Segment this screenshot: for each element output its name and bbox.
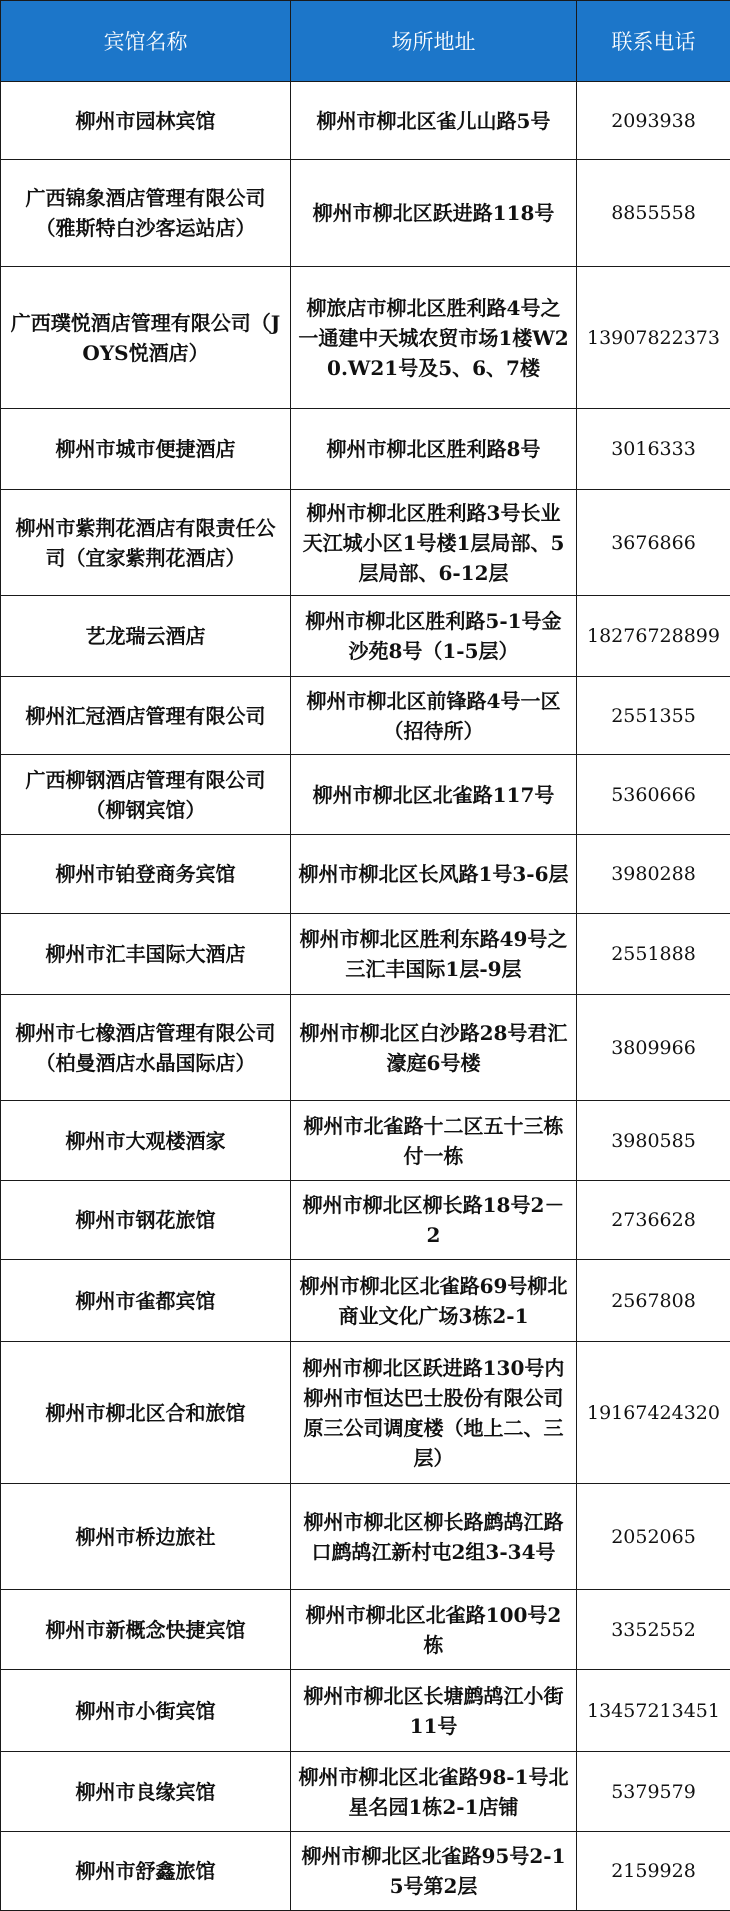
phone-cell: 2567808 [577, 1260, 730, 1342]
phone-cell: 3676866 [577, 490, 730, 596]
hotel-name-cell: 柳州市雀都宾馆 [1, 1260, 291, 1342]
table-row [1, 835, 730, 914]
hotel-name-cell: 柳州市铂登商务宾馆 [1, 835, 291, 914]
phone-cell: 13457213451 [577, 1670, 730, 1752]
hotel-name-cell: 柳州市桥边旅社 [1, 1484, 291, 1590]
address-cell: 柳州市柳北区胜利东路49号之三汇丰国际1层-9层 [291, 914, 577, 995]
phone-cell: 2551888 [577, 914, 730, 995]
address-cell: 柳州市柳北区胜利路8号 [291, 409, 577, 490]
phone-cell: 3980585 [577, 1101, 730, 1181]
table-row [1, 1260, 730, 1342]
table-row [1, 1832, 730, 1911]
table-row [1, 677, 730, 755]
table-row [1, 267, 730, 409]
phone-cell: 2052065 [577, 1484, 730, 1590]
table-row [1, 160, 730, 267]
phone-cell: 5360666 [577, 755, 730, 835]
phone-cell: 2093938 [577, 82, 730, 160]
header-address: 场所地址 [291, 1, 577, 82]
header-hotel-name: 宾馆名称 [1, 1, 291, 82]
address-cell: 柳州市柳北区长风路1号3-6层 [291, 835, 577, 914]
hotel-name-cell: 广西锦象酒店管理有限公司（雅斯特白沙客运站店） [1, 160, 291, 267]
table-row [1, 1101, 730, 1181]
address-cell: 柳州市柳北区胜利路3号长业天江城小区1号楼1层局部、5层局部、6-12层 [291, 490, 577, 596]
table-row [1, 995, 730, 1101]
hotel-name-cell: 柳州市良缘宾馆 [1, 1752, 291, 1832]
hotel-name-cell: 柳州市紫荆花酒店有限责任公司（宜家紫荆花酒店） [1, 490, 291, 596]
address-cell: 柳旅店市柳北区胜利路4号之一通建中天城农贸市场1楼W20.W21号及5、6、7楼 [291, 267, 577, 409]
hotel-name-cell: 柳州市汇丰国际大酒店 [1, 914, 291, 995]
table-row [1, 1484, 730, 1590]
address-cell: 柳州市柳北区北雀路95号2-15号第2层 [291, 1832, 577, 1911]
table-row [1, 490, 730, 596]
table-row [1, 596, 730, 677]
phone-cell: 18276728899 [577, 596, 730, 677]
address-cell: 柳州市柳北区长塘鹧鸪江小街11号 [291, 1670, 577, 1752]
table-row [1, 1670, 730, 1752]
hotel-name-cell: 柳州汇冠酒店管理有限公司 [1, 677, 291, 755]
address-cell: 柳州市北雀路十二区五十三栋付一栋 [291, 1101, 577, 1181]
hotel-name-cell: 广西柳钢酒店管理有限公司（柳钢宾馆） [1, 755, 291, 835]
address-cell: 柳州市柳北区跃进路130号内柳州市恒达巴士股份有限公司原三公司调度楼（地上二、三层） [291, 1342, 577, 1484]
hotel-name-cell: 艺龙瑞云酒店 [1, 596, 291, 677]
hotel-name-cell: 柳州市小街宾馆 [1, 1670, 291, 1752]
phone-cell: 5379579 [577, 1752, 730, 1832]
address-cell: 柳州市柳北区北雀路117号 [291, 755, 577, 835]
address-cell: 柳州市柳北区柳长路鹧鸪江路口鹧鸪江新村屯2组3-34号 [291, 1484, 577, 1590]
phone-cell: 3809966 [577, 995, 730, 1101]
table-row [1, 1181, 730, 1260]
hotel-name-cell: 柳州市舒鑫旅馆 [1, 1832, 291, 1911]
table-row [1, 1752, 730, 1832]
table-row [1, 755, 730, 835]
address-cell: 柳州市柳北区白沙路28号君汇濠庭6号楼 [291, 995, 577, 1101]
hotel-name-cell: 柳州市新概念快捷宾馆 [1, 1590, 291, 1670]
address-cell: 柳州市柳北区北雀路98-1号北星名园1栋2-1店铺 [291, 1752, 577, 1832]
address-cell: 柳州市柳北区前锋路4号一区（招待所） [291, 677, 577, 755]
address-cell: 柳州市柳北区柳长路18号2－2 [291, 1181, 577, 1260]
address-cell: 柳州市柳北区北雀路69号柳北商业文化广场3栋2-1 [291, 1260, 577, 1342]
address-cell: 柳州市柳北区胜利路5-1号金沙苑8号（1-5层） [291, 596, 577, 677]
hotel-name-cell: 柳州市柳北区合和旅馆 [1, 1342, 291, 1484]
hotel-name-cell: 柳州市园林宾馆 [1, 82, 291, 160]
phone-cell: 2736628 [577, 1181, 730, 1260]
table-row [1, 1590, 730, 1670]
hotel-name-cell: 柳州市七橡酒店管理有限公司（柏曼酒店水晶国际店） [1, 995, 291, 1101]
hotel-name-cell: 柳州市大观楼酒家 [1, 1101, 291, 1181]
table-row [1, 409, 730, 490]
address-cell: 柳州市柳北区雀儿山路5号 [291, 82, 577, 160]
header-row [1, 1, 730, 82]
phone-cell: 2159928 [577, 1832, 730, 1911]
address-cell: 柳州市柳北区跃进路118号 [291, 160, 577, 267]
phone-cell: 3980288 [577, 835, 730, 914]
address-cell: 柳州市柳北区北雀路100号2栋 [291, 1590, 577, 1670]
table-row [1, 1342, 730, 1484]
phone-cell: 3352552 [577, 1590, 730, 1670]
table-row [1, 82, 730, 160]
hotel-name-cell: 广西璞悦酒店管理有限公司（JOYS悦酒店） [1, 267, 291, 409]
header-phone: 联系电话 [577, 1, 730, 82]
phone-cell: 2551355 [577, 677, 730, 755]
phone-cell: 13907822373 [577, 267, 730, 409]
table-row [1, 914, 730, 995]
phone-cell: 8855558 [577, 160, 730, 267]
hotel-name-cell: 柳州市城市便捷酒店 [1, 409, 291, 490]
phone-cell: 3016333 [577, 409, 730, 490]
hotel-name-cell: 柳州市钢花旅馆 [1, 1181, 291, 1260]
phone-cell: 19167424320 [577, 1342, 730, 1484]
